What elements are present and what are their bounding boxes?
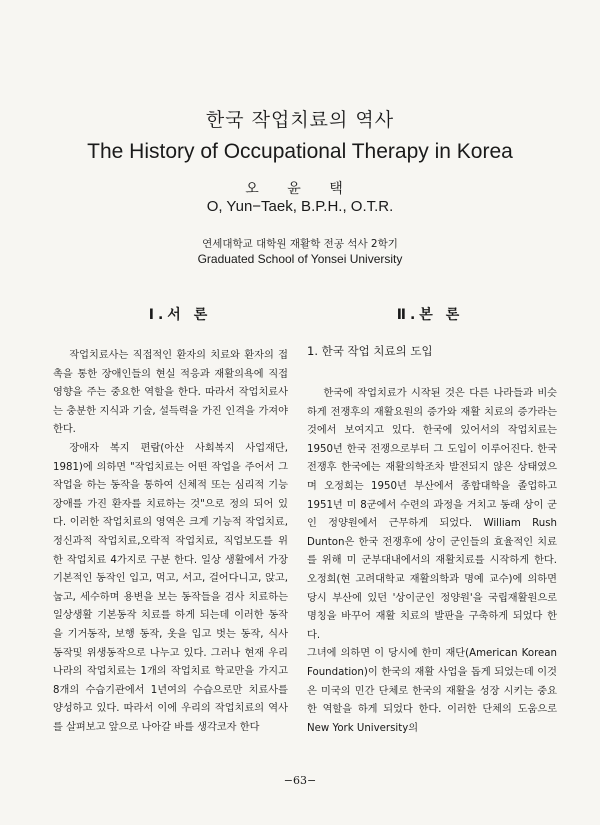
section-heading-body: Ⅱ.본 론 [396,307,464,323]
author-name-english: O, Yun−Taek, B.P.H., O.T.R. [206,198,394,215]
paper-title-english: The History of Occupational Therapy in Korea [87,140,513,163]
paper-title-korean: 한국 작업치료의 역사 [205,109,395,131]
page-number: −63− [283,774,317,787]
paragraph: 한국에 작업치료가 시작된 것은 다른 나라들과 비슷하게 전쟁후의 재활요원의 증가와 재활 치료의 증가라는 것에서 보여지고 있다. 한국에 있어서의 작업치료는 1950년 한국 전쟁으로부터 그 도입이 이루어진다. 한국전쟁후 한국에는 재활의학조차 발전되지 않은 상태였으며 오정희는 1950년 부산에서 종합대학을 졸업하고 1951년 미 8군에서 수련의 과정을 거치고 동래 상이 군인 정양원에서 근무하게 되었다. William Rush Dunton은 한국 전쟁후에 상이 군인들의 효율적인 치료를 위해 미 군부대내에서의 재활치료를 시작하게 한다. 오정희(현 고려대학교 재활의학과 명예 교수)에 의하면 당시 부산에 있던 '상이군인 정양원'을 국립재활원으로 명칭을 바꾸어 재활 치료의 발판을 구축하게 되었다 한다. [307,388,557,641]
paragraph: 작업치료사는 직접적인 환자의 치료와 환자의 접촉을 통한 장애인들의 현실 적응과 재활의욕에 직접 영향을 주는 중요한 역할을 한다. 따라서 작업치료사는 충분한 지식과 기술, 설득력을 가진 인격을 가져야 한다. [53,350,288,436]
right-column [307,385,557,738]
affiliation-english: Graduated School of Yonsei University [197,252,403,266]
affiliation-korean: 연세대학교 대학원 재활학 전공 석사 2학기 [202,238,398,250]
paragraph: 그녀에 의하면 이 당시에 한미 재단(American Korean Foundation)이 한국의 재활 사업을 돕게 되었는데 이것은 미국의 민간 단체로 한국의 재활을 성장 시키는 중요한 역할을 하게 되었다 한다. 이러한 단체의 도움으로 New York University의 [307,648,557,734]
author-name-korean: 오 윤 택 [245,181,355,197]
subsection-heading: 1. 한국 작업 치료의 도입 [307,344,433,358]
section-heading-introduction: Ⅰ.서 론 [148,307,212,323]
left-column [53,347,288,737]
paragraph: 장애자 복지 편람(아산 사회복지 사업재단, 1981)에 의하면 "작업치료는 어떤 작업을 주어서 그 작업을 하는 동작을 통하여 신체적 또는 심리적 기능장애를 가진 환자를 치료하는 것"으로 정의 되어 있다. 이러한 작업치료의 영역은 크게 기능적 작업치료, 정신과적 작업치료,오락적 작업치료, 직업보도를 위한 작업치료 4가지로 구분 한다. 일상 생활에서 가장 기본적인 동작인 입고, 먹고, 서고, 걸어다니고, 앉고, 눕고, 세수하며 용변을 보는 동작들을 검사 치료하는 일상생활 기본동작 치료를 하게 되는데 이러한 동작을 기거동작, 보행 동작, 옷을 입고 벗는 동작, 식사 동작및 위생동작으로 나누고 있다. 그러나 현재 우리나라의 작업치료는 1개의 작업치료 학교만을 가지고 8개의 수습기관에서 1년여의 수습으로만 치료사를 양성하고 있다. 따라서 이에 우리의 작업치료의 역사를 살펴보고 앞으로 나아갈 바를 생각코자 한다 [53,442,288,733]
